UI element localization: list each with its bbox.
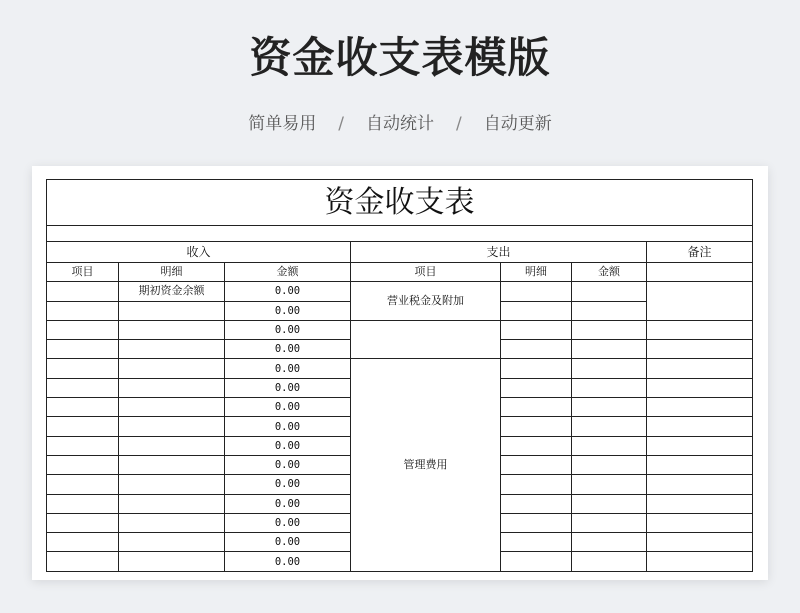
income-item-cell[interactable] — [47, 455, 119, 474]
income-item-cell[interactable] — [47, 398, 119, 417]
feature-tag: 自动统计 — [366, 114, 434, 134]
spreadsheet-preview — [32, 166, 768, 580]
expense-detail-cell[interactable] — [501, 494, 572, 513]
income-item-cell[interactable] — [47, 494, 119, 513]
income-detail-cell[interactable] — [119, 378, 225, 397]
expense-amount-cell[interactable] — [572, 513, 647, 532]
income-amount-cell[interactable]: 0.00 — [225, 533, 351, 552]
income-detail-cell[interactable] — [119, 436, 225, 455]
income-amount-cell[interactable]: 0.00 — [225, 398, 351, 417]
income-amount-cell[interactable]: 0.00 — [225, 552, 351, 571]
remarks-cell[interactable] — [647, 378, 753, 397]
remarks-cell[interactable] — [647, 552, 753, 571]
expense-detail-cell[interactable] — [501, 301, 572, 320]
income-detail-cell[interactable] — [119, 533, 225, 552]
expense-amount-cell[interactable] — [572, 455, 647, 474]
income-amount-cell[interactable]: 0.00 — [225, 301, 351, 320]
expense-col-item: 项目 — [351, 263, 501, 282]
feature-tags — [0, 112, 800, 136]
remarks-cell[interactable] — [647, 398, 753, 417]
expense-col-amount: 金额 — [572, 263, 647, 282]
remarks-cell[interactable] — [647, 359, 753, 378]
expense-amount-cell[interactable] — [572, 552, 647, 571]
income-col-detail: 明细 — [119, 263, 225, 282]
expense-item-cell[interactable]: 营业税金及附加 — [351, 282, 501, 321]
expense-amount-cell[interactable] — [572, 301, 647, 320]
income-item-cell[interactable] — [47, 552, 119, 571]
remarks-cell[interactable] — [647, 533, 753, 552]
remarks-cell[interactable] — [647, 475, 753, 494]
tag-separator: / — [456, 114, 462, 134]
income-amount-cell[interactable]: 0.00 — [225, 475, 351, 494]
feature-tag: 简单易用 — [248, 114, 317, 134]
income-item-cell[interactable] — [47, 378, 119, 397]
expense-amount-cell[interactable] — [572, 378, 647, 397]
income-amount-cell[interactable]: 0.00 — [225, 455, 351, 474]
remarks-cell[interactable] — [647, 494, 753, 513]
expense-section-header: 支出 — [351, 242, 647, 263]
income-detail-cell[interactable] — [119, 552, 225, 571]
income-item-cell[interactable] — [47, 282, 119, 301]
income-item-cell[interactable] — [47, 436, 119, 455]
expense-detail-cell[interactable] — [501, 340, 572, 359]
expense-amount-cell[interactable] — [572, 533, 647, 552]
sheet-title: 资金收支表 — [47, 180, 753, 226]
income-item-cell[interactable] — [47, 513, 119, 532]
expense-amount-cell[interactable] — [572, 436, 647, 455]
table-row — [47, 320, 753, 339]
page-title: 资金收支表模版 — [249, 33, 551, 82]
income-detail-cell[interactable] — [119, 417, 225, 436]
income-amount-cell[interactable]: 0.00 — [225, 340, 351, 359]
remarks-cell[interactable] — [647, 436, 753, 455]
income-amount-cell[interactable]: 0.00 — [225, 359, 351, 378]
income-amount-cell[interactable]: 0.00 — [225, 320, 351, 339]
remarks-col — [647, 263, 753, 282]
income-item-cell[interactable] — [47, 533, 119, 552]
cashflow-table — [46, 179, 753, 572]
income-section-header: 收入 — [47, 242, 351, 263]
income-detail-cell[interactable] — [119, 320, 225, 339]
expense-amount-cell[interactable] — [572, 340, 647, 359]
expense-detail-cell[interactable] — [501, 282, 572, 301]
remarks-cell[interactable] — [647, 320, 753, 339]
expense-detail-cell[interactable] — [501, 552, 572, 571]
expense-amount-cell[interactable] — [572, 475, 647, 494]
income-amount-cell[interactable]: 0.00 — [225, 378, 351, 397]
table-row — [47, 359, 753, 378]
blank-row — [47, 226, 753, 242]
remarks-cell[interactable] — [647, 455, 753, 474]
expense-amount-cell[interactable] — [572, 417, 647, 436]
income-detail-cell[interactable] — [119, 494, 225, 513]
tag-separator: / — [338, 114, 344, 134]
income-item-cell[interactable] — [47, 301, 119, 320]
income-col-amount: 金额 — [225, 263, 351, 282]
income-detail-cell[interactable] — [119, 398, 225, 417]
remarks-section-header: 备注 — [647, 242, 753, 263]
income-detail-cell[interactable] — [119, 513, 225, 532]
income-amount-cell[interactable]: 0.00 — [225, 282, 351, 301]
income-item-cell[interactable] — [47, 475, 119, 494]
remarks-cell[interactable] — [647, 282, 753, 321]
expense-detail-cell[interactable] — [501, 513, 572, 532]
income-detail-cell[interactable] — [119, 455, 225, 474]
expense-detail-cell[interactable] — [501, 417, 572, 436]
income-item-cell[interactable] — [47, 417, 119, 436]
expense-detail-cell[interactable] — [501, 436, 572, 455]
table-row — [47, 282, 753, 301]
income-amount-cell[interactable]: 0.00 — [225, 417, 351, 436]
income-amount-cell[interactable]: 0.00 — [225, 436, 351, 455]
remarks-cell[interactable] — [647, 340, 753, 359]
remarks-cell[interactable] — [647, 417, 753, 436]
income-col-item: 项目 — [47, 263, 119, 282]
income-item-cell[interactable] — [47, 320, 119, 339]
expense-item-cell[interactable]: 管理费用 — [351, 359, 501, 571]
income-detail-cell[interactable] — [119, 359, 225, 378]
expense-amount-cell[interactable] — [572, 359, 647, 378]
expense-detail-cell[interactable] — [501, 455, 572, 474]
income-amount-cell[interactable]: 0.00 — [225, 513, 351, 532]
expense-detail-cell[interactable] — [501, 320, 572, 339]
expense-amount-cell[interactable] — [572, 398, 647, 417]
expense-amount-cell[interactable] — [572, 320, 647, 339]
income-item-cell[interactable] — [47, 340, 119, 359]
income-detail-cell[interactable] — [119, 301, 225, 320]
expense-amount-cell[interactable] — [572, 282, 647, 301]
expense-detail-cell[interactable] — [501, 475, 572, 494]
income-detail-cell[interactable] — [119, 475, 225, 494]
expense-detail-cell[interactable] — [501, 533, 572, 552]
expense-detail-cell[interactable] — [501, 378, 572, 397]
expense-detail-cell[interactable] — [501, 398, 572, 417]
income-item-cell[interactable] — [47, 359, 119, 378]
income-detail-cell[interactable]: 期初资金余额 — [119, 282, 225, 301]
feature-tag: 自动更新 — [483, 114, 552, 134]
expense-item-cell[interactable] — [351, 320, 501, 359]
remarks-cell[interactable] — [647, 513, 753, 532]
income-amount-cell[interactable]: 0.00 — [225, 494, 351, 513]
expense-col-detail: 明细 — [501, 263, 572, 282]
expense-amount-cell[interactable] — [572, 494, 647, 513]
expense-detail-cell[interactable] — [501, 359, 572, 378]
income-detail-cell[interactable] — [119, 340, 225, 359]
